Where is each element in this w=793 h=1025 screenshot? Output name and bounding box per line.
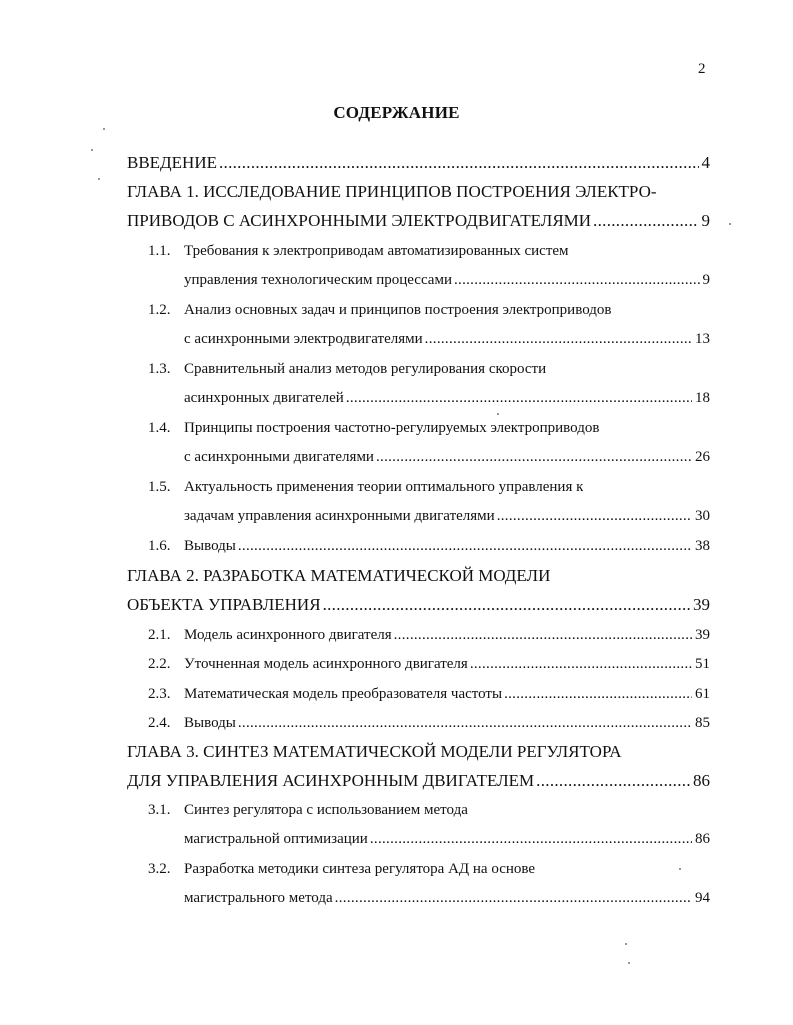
toc-line — [184, 715, 710, 732]
dot-leader — [593, 211, 698, 231]
dot-leader — [497, 508, 692, 525]
section-number: 1.3. — [148, 361, 171, 377]
section-number: 2.4. — [148, 715, 171, 731]
toc-line — [184, 331, 710, 348]
page-ref: 39 — [695, 627, 710, 643]
page-ref: 86 — [695, 831, 710, 847]
section-number: 1.6. — [148, 538, 171, 554]
scan-speck — [625, 943, 627, 945]
section-title: Модель асинхронного двигателя — [184, 627, 392, 643]
dot-leader — [536, 771, 690, 791]
chapter-title-line-2: ПРИВОДОВ С АСИНХРОННЫМИ ЭЛЕКТРОДВИГАТЕЛЯМИ — [127, 211, 592, 230]
section-number: 1.4. — [148, 420, 171, 436]
page-ref: 39 — [693, 595, 710, 614]
section-title-line-1: Разработка методики синтеза регулятора АД на основе — [184, 861, 536, 877]
section-title-line-2: задачам управления асинхронными двигателями — [184, 508, 495, 524]
toc-line — [184, 538, 710, 555]
section-title-line-2: магистрального метода — [184, 890, 333, 906]
page-ref: 86 — [693, 771, 710, 790]
section-title-line-1: Синтез регулятора с использованием метода — [184, 802, 468, 818]
section-title-line-2: с асинхронными электродвигателями — [184, 331, 423, 347]
section-number: 2.3. — [148, 686, 171, 702]
dot-leader — [323, 595, 690, 615]
page-ref: 30 — [695, 508, 710, 524]
toc-line — [184, 390, 710, 407]
page-ref: 13 — [695, 331, 710, 347]
chapter-title-line-2: ДЛЯ УПРАВЛЕНИЯ АСИНХРОННЫМ ДВИГАТЕЛЕМ — [127, 771, 535, 790]
section-title: Уточненная модель асинхронного двигателя — [184, 656, 468, 672]
section-title-line-2: с асинхронными двигателями — [184, 449, 374, 465]
section-title-line-1: Сравнительный анализ методов регулирования скорости — [184, 361, 547, 377]
chapter-title-line-1: ГЛАВА 3. СИНТЕЗ МАТЕМАТИЧЕСКОЙ МОДЕЛИ РЕГУЛЯТОРА — [127, 742, 622, 761]
section-title-line-1: Актуальность применения теории оптимального управления к — [184, 479, 584, 495]
scan-speck — [98, 178, 100, 180]
toc-line — [127, 211, 710, 231]
section-number: 2.2. — [148, 656, 171, 672]
section-title-line-2: магистральной оптимизации — [184, 831, 368, 847]
scan-speck — [497, 413, 499, 415]
dot-leader — [346, 390, 692, 407]
page-ref: 38 — [695, 538, 710, 554]
section-number: 1.2. — [148, 302, 171, 318]
entry-label: ВВЕДЕНИЕ — [127, 153, 217, 172]
dot-leader — [470, 656, 692, 673]
page-ref: 9 — [702, 272, 710, 288]
page-ref: 61 — [695, 686, 710, 702]
section-title-line-1: Анализ основных задач и принципов построения электроприводов — [184, 302, 612, 318]
toc-line — [127, 153, 710, 173]
page-ref: 4 — [701, 153, 710, 172]
page-ref: 85 — [695, 715, 710, 731]
page-number: 2 — [698, 61, 706, 77]
dot-leader — [219, 153, 699, 173]
page-ref: 9 — [701, 211, 710, 230]
scan-speck — [679, 868, 681, 870]
dot-leader — [394, 627, 692, 644]
dot-leader — [454, 272, 700, 289]
page-ref: 18 — [695, 390, 710, 406]
page-ref: 26 — [695, 449, 710, 465]
scan-speck — [628, 962, 630, 964]
toc-line — [184, 508, 710, 525]
scan-speck — [103, 128, 105, 130]
toc-line — [184, 831, 710, 848]
toc-line — [184, 656, 710, 673]
scan-speck — [91, 149, 93, 151]
dot-leader — [335, 890, 692, 907]
dot-leader — [238, 715, 692, 732]
page-title: СОДЕРЖАНИЕ — [333, 103, 460, 122]
chapter-title-line-1: ГЛАВА 2. РАЗРАБОТКА МАТЕМАТИЧЕСКОЙ МОДЕЛИ — [127, 566, 551, 585]
toc-line — [184, 272, 710, 289]
section-title-line-1: Принципы построения частотно-регулируемых электроприводов — [184, 420, 600, 436]
scan-speck — [729, 223, 731, 225]
toc-line — [184, 686, 710, 703]
dot-leader — [504, 686, 692, 703]
section-number: 1.5. — [148, 479, 171, 495]
section-title: Выводы — [184, 538, 236, 554]
section-title-line-2: управления технологическим процессами — [184, 272, 452, 288]
page-ref: 94 — [695, 890, 710, 906]
toc-line — [184, 627, 710, 644]
dot-leader — [238, 538, 692, 555]
dot-leader — [370, 831, 692, 848]
dot-leader — [425, 331, 692, 348]
toc-line — [127, 771, 710, 791]
toc-line — [184, 449, 710, 466]
section-number: 1.1. — [148, 243, 171, 259]
toc-line — [127, 595, 710, 615]
dot-leader — [376, 449, 692, 466]
section-title: Математическая модель преобразователя частоты — [184, 686, 503, 702]
section-title-line-2: асинхронных двигателей — [184, 390, 344, 406]
section-title: Выводы — [184, 715, 236, 731]
section-number: 3.2. — [148, 861, 171, 877]
chapter-title-line-2: ОБЪЕКТА УПРАВЛЕНИЯ — [127, 595, 321, 614]
section-number: 3.1. — [148, 802, 171, 818]
page-ref: 51 — [695, 656, 710, 672]
toc-line — [184, 890, 710, 907]
section-title-line-1: Требования к электроприводам автоматизированных систем — [184, 243, 569, 259]
section-number: 2.1. — [148, 627, 171, 643]
chapter-title-line-1: ГЛАВА 1. ИССЛЕДОВАНИЕ ПРИНЦИПОВ ПОСТРОЕНИЯ ЭЛЕКТРО- — [127, 182, 657, 201]
